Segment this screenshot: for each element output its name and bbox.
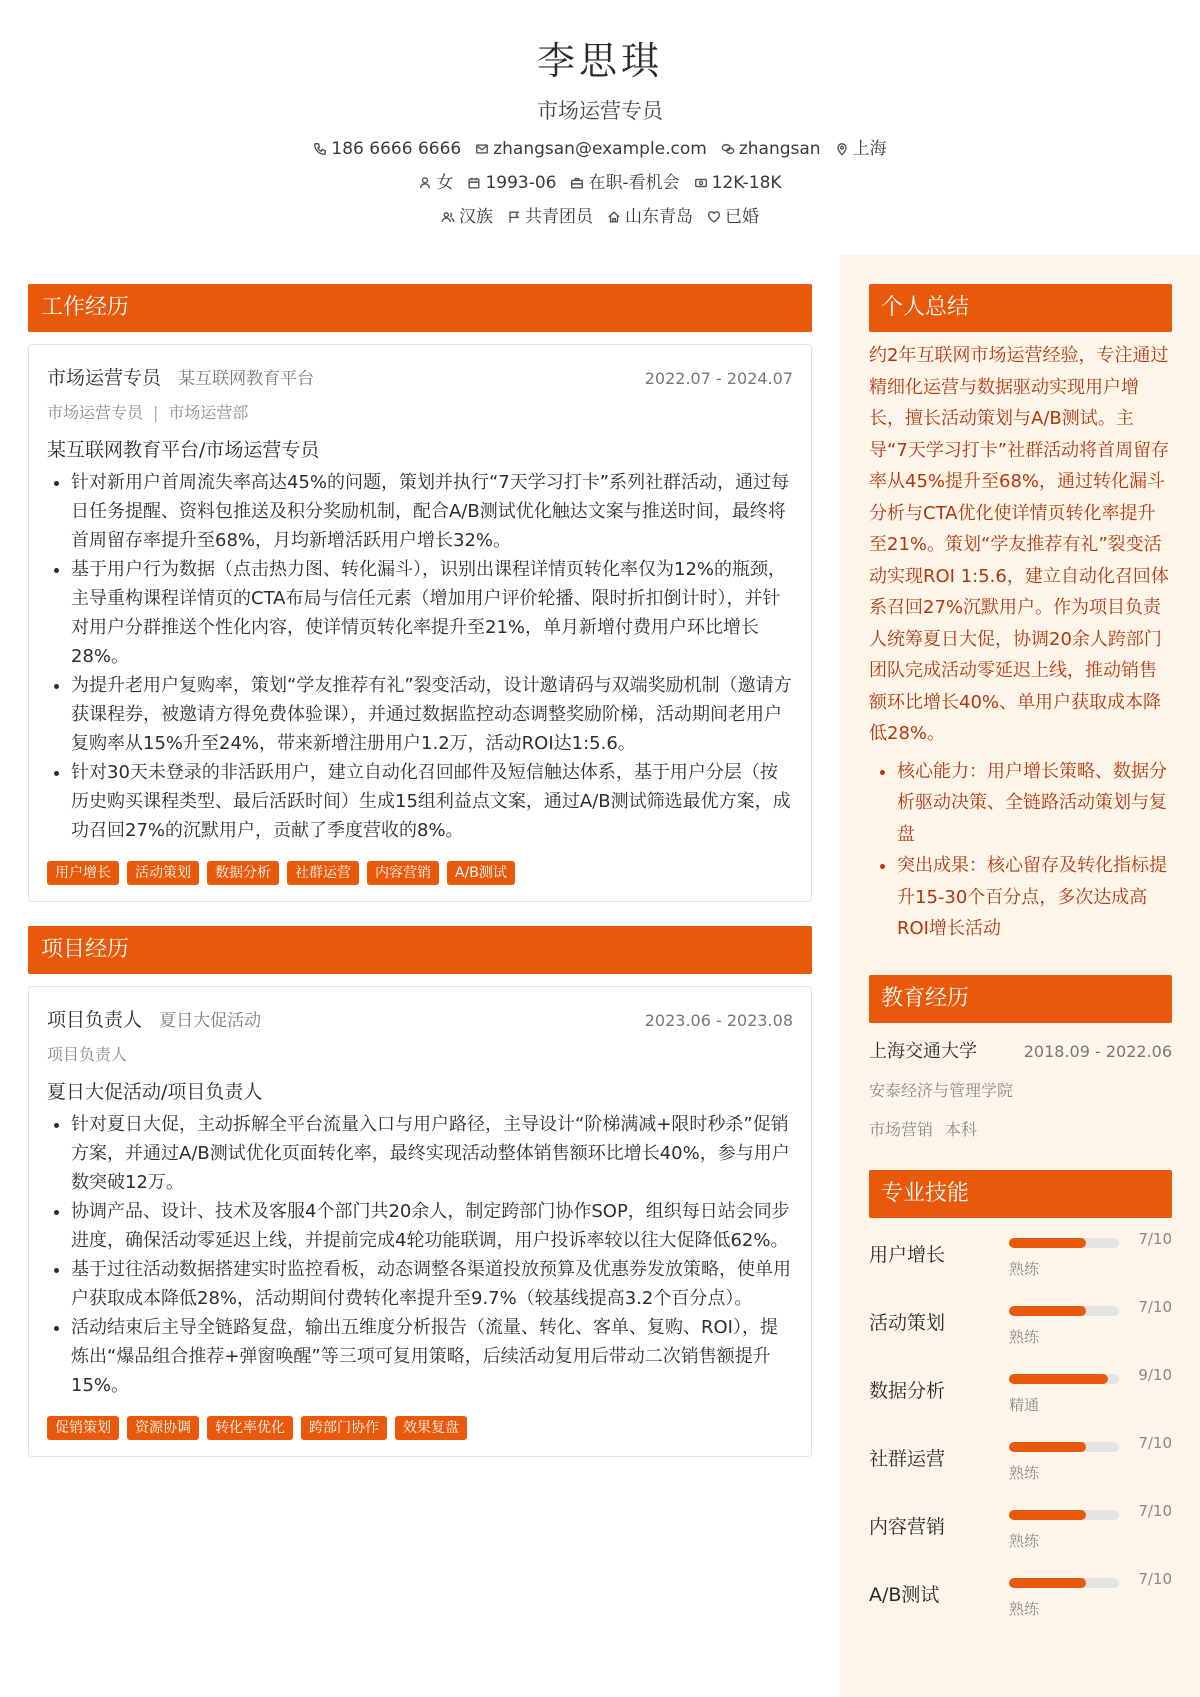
project-org: 夏日大促活动	[159, 1011, 262, 1031]
work-section-header: 工作经历	[28, 284, 812, 332]
contact-phone: 186 6666 6666	[313, 139, 461, 159]
edu-date: 2018.09 - 2022.06	[1023, 1041, 1172, 1061]
home-icon	[607, 210, 621, 224]
list-item: • 基于过往活动数据搭建实时监控看板，动态调整各渠道投放预算及优惠券发放策略，使单用户获取成本降低28%，活动期间付费转化率提升至9.7%（较基线提高3.2个百分点）。	[71, 1255, 793, 1313]
briefcase-icon	[570, 176, 584, 190]
work-title: 市场运营专员	[47, 367, 162, 389]
project-bullets	[47, 1110, 793, 1400]
tag: 促销策划	[47, 1416, 119, 1440]
heart-icon	[707, 210, 721, 224]
list-item: • 活动结束后主导全链路复盘，输出五维度分析报告（流量、转化、客单、复购、ROI），提炼出“爆品组合推荐+弹窗唤醒”等三项可复用策略，后续活动复用后带动二次销售额提升15%。	[71, 1313, 793, 1400]
candidate-role: 市场运营专员	[537, 99, 663, 123]
list-item: • 突出成果：核心留存及转化指标提升15-30个百分点，多次达成高ROI增长活动	[897, 850, 1172, 945]
contact-location: 上海	[835, 139, 887, 159]
skill-item: A/B测试 7/10 熟练	[869, 1569, 1172, 1618]
skills-section-header: 专业技能	[869, 1170, 1172, 1218]
education-section-header: 教育经历	[869, 975, 1172, 1023]
work-bullets	[47, 468, 793, 845]
contact-salary: 12K-18K	[694, 173, 782, 193]
edu-major: 市场营销 本科	[869, 1119, 978, 1139]
tag: 转化率优化	[207, 1416, 293, 1440]
project-title: 项目负责人	[47, 1009, 143, 1031]
tag: 效果复盘	[395, 1416, 467, 1440]
skill-bar	[1009, 1578, 1086, 1588]
edu-department: 安泰经济与管理学院	[869, 1080, 1014, 1100]
skill-bar	[1009, 1306, 1086, 1316]
salary-icon	[694, 176, 708, 190]
list-item: • 为提升老用户复购率，策划“学友推荐有礼”裂变活动，设计邀请码与双端奖励机制（邀请方获课程券，被邀请方得免费体验课），并通过数据监控动态调整奖励阶梯，活动期间老用户复购率从15%升至24%，带来新增注册用户1.2万，活动ROI达1:5.6。	[71, 671, 793, 758]
summary-section-header: 个人总结	[869, 284, 1172, 332]
work-card	[28, 344, 812, 902]
contact-political: 共青团员	[507, 207, 593, 227]
project-section-header: 项目经历	[28, 926, 812, 974]
contact-row-1	[0, 139, 1200, 159]
project-card	[28, 986, 812, 1457]
contact-row-2	[0, 173, 1200, 193]
candidate-name: 李思琪	[536, 39, 663, 83]
skill-bar	[1009, 1238, 1086, 1248]
list-item: • 针对夏日大促，主动拆解全平台流量入口与用户路径，主导设计“阶梯满减+限时秒杀”促销方案，并通过A/B测试优化页面转化率，最终实现活动整体销售额环比增长40%，参与用户数突破12万。	[71, 1110, 793, 1197]
contact-wechat: zhangsan	[721, 139, 821, 159]
list-item: • 核心能力：用户增长策略、数据分析驱动决策、全链路活动策划与复盘	[897, 756, 1172, 851]
project-subline: 项目负责人	[47, 1045, 128, 1064]
tag: 内容营销	[367, 861, 439, 885]
sidebar	[869, 284, 1172, 1628]
tag: 数据分析	[207, 861, 279, 885]
skill-bar	[1009, 1442, 1086, 1452]
location-icon	[835, 142, 849, 156]
edu-school: 上海交通大学	[869, 1040, 977, 1062]
tag: 社群运营	[287, 861, 359, 885]
resume-header	[0, 0, 1200, 227]
project-tags	[47, 1416, 793, 1440]
work-subline: 市场运营专员 | 市场运营部	[47, 403, 249, 422]
gender-icon	[418, 176, 432, 190]
work-org: 某互联网教育平台	[178, 369, 315, 389]
contact-gender: 女	[418, 173, 453, 193]
contact-birth: 1993-06	[467, 173, 556, 193]
skill-item: 活动策划 7/10 熟练	[869, 1297, 1172, 1346]
list-item: • 协调产品、设计、技术及客服4个部门共20余人，制定跨部门协作SOP，组织每日站会同步进度，确保活动零延迟上线，并提前完成4轮功能联调，用户投诉率较以往大促降低62%。	[71, 1197, 793, 1255]
list-item: • 针对新用户首周流失率高达45%的问题，策划并执行“7天学习打卡”系列社群活动，通过每日任务提醒、资料包推送及积分奖励机制，配合A/B测试优化触达文案与推送时间，最终将首周留存率提升至68%，月均新增活跃用户增长32%。	[71, 468, 793, 555]
skill-item: 用户增长 7/10 熟练	[869, 1229, 1172, 1278]
work-tags	[47, 861, 793, 885]
tag: 跨部门协作	[301, 1416, 387, 1440]
summary-bullets	[869, 756, 1172, 945]
work-date: 2022.07 - 2024.07	[644, 369, 793, 388]
skills-list	[869, 1220, 1172, 1628]
mail-icon	[475, 142, 489, 156]
skill-item: 社群运营 7/10 熟练	[869, 1433, 1172, 1482]
main-column	[28, 284, 812, 1457]
skill-item: 数据分析 9/10 精通	[869, 1365, 1172, 1414]
calendar-icon	[467, 176, 481, 190]
people-icon	[441, 210, 455, 224]
tag: 用户增长	[47, 861, 119, 885]
list-item: • 针对30天未登录的非活跃用户，建立自动化召回邮件及短信触达体系，基于用户分层（按历史购买课程类型、最后活跃时间）生成15组利益点文案，通过A/B测试筛选最优方案，成功召回27%的沉默用户，贡献了季度营收的8%。	[71, 758, 793, 845]
skill-item: 内容营销 7/10 熟练	[869, 1501, 1172, 1550]
contact-ethnicity: 汉族	[441, 207, 493, 227]
phone-icon	[313, 142, 327, 156]
wechat-icon	[721, 142, 735, 156]
tag: 资源协调	[127, 1416, 199, 1440]
skill-bar	[1009, 1510, 1086, 1520]
contact-row-3	[0, 207, 1200, 227]
contact-marital: 已婚	[707, 207, 759, 227]
tag: A/B测试	[447, 861, 515, 885]
project-heading: 夏日大促活动/项目负责人	[47, 1081, 263, 1103]
work-heading: 某互联网教育平台/市场运营专员	[47, 439, 320, 461]
contact-hometown: 山东青岛	[607, 207, 693, 227]
flag-icon	[507, 210, 521, 224]
tag: 活动策划	[127, 861, 199, 885]
contact-status: 在职-看机会	[570, 173, 679, 193]
project-date: 2023.06 - 2023.08	[644, 1011, 793, 1030]
skill-bar	[1009, 1374, 1108, 1384]
contact-email[interactable]: zhangsan@example.com	[475, 139, 707, 159]
summary-text: 约2年互联网市场运营经验，专注通过精细化运营与数据驱动实现用户增长，擅长活动策划与A/B测试。主导“7天学习打卡”社群活动将首周留存率从45%提升至68%，通过转化漏斗分析与CTA优化使详情页转化率提升至21%。策划“学友推荐有礼”裂变活动实现ROI 1:5.6，建立自动化召回体系召回27%沉默用户。作为项目负责人统筹夏日大促，协调20余人跨部门团队完成活动零延迟上线，推动销售额环比增长40%、单用户获取成本降低28%。	[869, 345, 1170, 744]
list-item: • 基于用户行为数据（点击热力图、转化漏斗），识别出课程详情页转化率仅为12%的瓶颈，主导重构课程详情页的CTA布局与信任元素（增加用户评价轮播、限时折扣倒计时），并针对用户分群推送个性化内容，使详情页转化率提升至21%，单月新增付费用户环比增长28%。	[71, 555, 793, 671]
